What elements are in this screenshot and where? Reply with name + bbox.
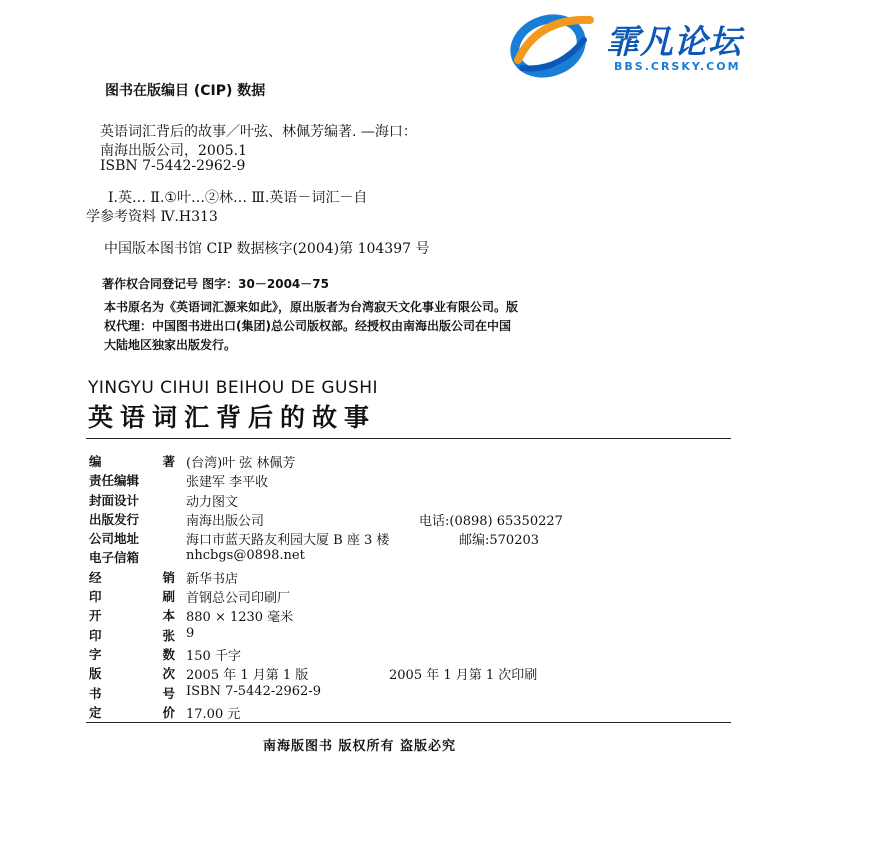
info-value: 动力图文	[186, 494, 239, 510]
divider-bottom	[86, 722, 731, 723]
info-value: 9	[186, 625, 195, 641]
info-label-text: 印	[89, 627, 102, 643]
info-extra: 电话:(0898) 65350227	[419, 513, 563, 529]
info-label-text: 编	[89, 454, 102, 469]
info-row	[89, 684, 649, 703]
info-label-text: 刷	[162, 589, 175, 605]
info-label	[89, 548, 175, 566]
cip-line: 学参考资料 Ⅳ.H313	[86, 209, 218, 225]
info-label-text: 封面设计	[89, 492, 140, 508]
info-value: ISBN 7-5442-2962-9	[186, 683, 321, 699]
info-label	[89, 491, 175, 509]
info-value: 新华书店	[186, 571, 239, 587]
cip-data-number: 中国版本图书馆 CIP 数据核字(2004)第 104397 号	[104, 241, 430, 257]
info-row	[89, 491, 649, 510]
info-label-text: 印	[89, 589, 102, 605]
info-value: 150 千字	[186, 648, 241, 664]
original-title-note: 大陆地区独家出版发行。	[104, 338, 237, 352]
info-value: nhcbgs@0898.net	[186, 548, 305, 564]
info-label	[89, 626, 175, 644]
info-value: 880 × 1230 毫米	[186, 610, 294, 626]
cip-heading: 图书在版编目 (CIP) 数据	[105, 83, 266, 99]
info-row	[89, 568, 649, 587]
info-label-text: 张	[162, 627, 175, 643]
original-title-note: 本书原名为《英语词汇源来如此》，原出版者为台湾寂天文化事业有限公司。版	[104, 300, 519, 314]
crsky-watermark-logo	[498, 10, 838, 82]
info-label-text: 责任编辑	[89, 473, 140, 489]
info-label	[89, 452, 175, 470]
pinyin-title: YINGYU CIHUI BEIHOU DE GUSHI	[88, 378, 379, 398]
info-row	[89, 703, 649, 722]
info-label-text: 数	[162, 646, 175, 662]
info-label-text: 号	[162, 685, 175, 701]
info-label-text: 出版发行	[89, 511, 140, 527]
info-label-text: 定	[89, 704, 102, 720]
info-row	[89, 548, 649, 567]
info-row	[89, 510, 649, 529]
info-label	[89, 664, 175, 682]
info-label-text: 书	[89, 685, 102, 701]
info-label-text: 开	[89, 608, 102, 624]
cip-line: 英语词汇背后的故事／叶弦、林佩芳编著. —海口：	[100, 124, 417, 140]
info-row	[89, 587, 649, 606]
info-label	[89, 587, 175, 605]
info-label-text: 价	[162, 704, 175, 720]
original-title-note: 权代理：中国图书进出口(集团)总公司版权部。经授权由南海出版公司在中国	[104, 319, 511, 333]
info-label	[89, 529, 175, 547]
publication-info-table	[89, 452, 649, 722]
info-extra: 2005 年 1 月第 1 次印刷	[389, 668, 538, 684]
divider-top	[86, 438, 731, 439]
info-row	[89, 471, 649, 490]
info-row	[89, 626, 649, 645]
info-extra: 邮编:570203	[459, 533, 540, 549]
info-label-text: 销	[162, 569, 175, 585]
info-row	[89, 645, 649, 664]
info-label	[89, 645, 175, 663]
info-value: 2005 年 1 月第 1 版	[186, 668, 309, 684]
watermark-url: BBS.CRSKY.COM	[614, 60, 741, 73]
info-label-text: 本	[162, 608, 175, 624]
info-row	[89, 606, 649, 625]
info-label	[89, 684, 175, 702]
info-row	[89, 452, 649, 471]
swoosh-logo-icon	[498, 10, 606, 78]
watermark-title: 霏凡论坛	[606, 22, 742, 61]
info-row	[89, 529, 649, 548]
info-label-text: 经	[89, 569, 102, 585]
info-label	[89, 606, 175, 624]
info-value: 南海出版公司	[186, 513, 265, 529]
info-value: 海口市蓝天路友利园大厦 B 座 3 楼	[186, 533, 390, 549]
info-value: 首钢总公司印刷厂	[186, 591, 291, 607]
info-value: 张建军 李平收	[186, 475, 269, 491]
info-value: (台湾)叶 弦 林佩芳	[186, 456, 296, 471]
info-label-text: 电子信箱	[89, 550, 140, 566]
info-label-text: 版	[89, 666, 102, 682]
info-label	[89, 510, 175, 528]
cip-line: Ⅰ.英… Ⅱ.①叶…②林… Ⅲ.英语－词汇－自	[108, 190, 368, 206]
info-row	[89, 664, 649, 683]
cip-line: 南海出版公司，2005.1	[100, 143, 247, 159]
info-label-text: 公司地址	[89, 531, 140, 547]
info-label-text: 字	[89, 646, 102, 662]
rights-statement: 南海版图书 版权所有 盗版必究	[263, 739, 457, 754]
info-value: 17.00 元	[186, 706, 241, 722]
copyright-registration: 著作权合同登记号 图字：30－2004－75	[102, 277, 329, 291]
info-label-text: 次	[162, 666, 175, 682]
info-label	[89, 703, 175, 721]
book-title: 英语词汇背后的故事	[88, 403, 377, 432]
info-label	[89, 568, 175, 586]
cip-line: ISBN 7-5442-2962-9	[100, 158, 246, 174]
info-label-text: 著	[162, 454, 175, 469]
info-label	[89, 471, 175, 489]
